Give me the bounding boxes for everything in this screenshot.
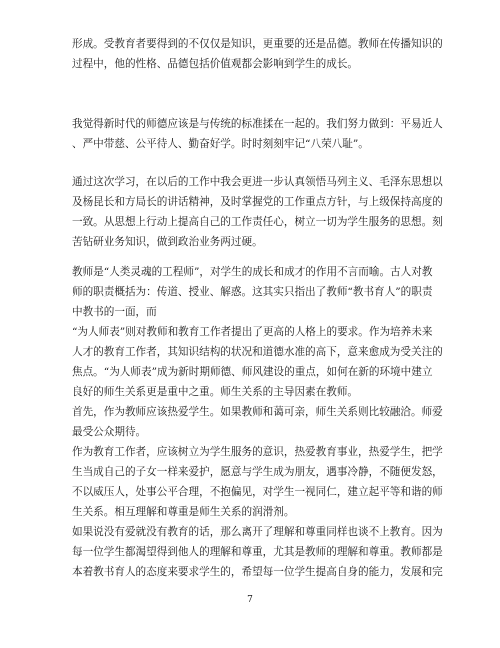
text-line: 最受公众期待。 xyxy=(72,426,147,438)
text-line: 不以威压人，处事公平合理，不抱偏见，对学生一视同仁，建立起平等和谐的师 xyxy=(72,486,443,498)
text-line: 一致。从思想上行动上提高自己的工作责任心，树立一切为学生服务的思想。刻 xyxy=(72,216,443,228)
text-line: 本着教书育人的态度来要求学生的，希望每一位学生提高自身的能力，发展和完 xyxy=(72,566,443,578)
text-line: 我觉得新时代的师德应该是与传统的标准揉在一起的。我们努力做到：平易近人 xyxy=(72,118,443,130)
page-number: 7 xyxy=(247,595,253,605)
text-line: 人才的教育工作者，其知识结构的状况和道德水准的高下，意来愈成为受关注的 xyxy=(72,346,443,358)
paragraph-2 xyxy=(72,114,443,154)
text-line: 过程中，他的性格、品德包括价值观都会影响到学生的成长。 xyxy=(72,58,359,70)
text-line: 中教书的一面，而 xyxy=(72,306,157,318)
paragraph-1 xyxy=(72,34,443,74)
paragraph-3 xyxy=(72,172,443,252)
text-line: 良好的师生关系更是重中之重。师生关系的主导因素在教师。 xyxy=(72,386,359,398)
text-line: 如果说没有爱就没有教育的话，那么离开了理解和尊重同样也谈不上教育。因为 xyxy=(72,526,443,538)
text-line: 作为教育工作者，应该树立为学生服务的意识，热爱教育事业，热爱学生，把学 xyxy=(72,446,443,458)
text-line: 焦点。“为人师表”成为新时期师德、师风建设的重点，如何在新的环境中建立 xyxy=(72,366,433,378)
text-line: 生当成自己的子女一样来爱护，愿意与学生成为朋友，遇事冷静，不随便发怒， xyxy=(72,466,443,478)
text-line: 苦钻研业务知识，做到政治业务两过硬。 xyxy=(72,236,263,248)
text-line: 形成。受教育者要得到的不仅仅是知识，更重要的还是品德。教师在传播知识的 xyxy=(72,38,443,50)
text-line: 首先，作为教师应该热爱学生。如果教师和蔼可亲，师生关系则比较融洽。师爱 xyxy=(72,406,443,418)
text-line: 师的职责概括为：传道、授业、解惑。这其实只指出了教师“教书育人”的职责 xyxy=(72,286,433,298)
text-line: 每一位学生都渴望得到他人的理解和尊重，尤其是教师的理解和尊重。教师都是 xyxy=(72,546,443,558)
paragraph-4 xyxy=(72,262,443,582)
text-line: 生关系。相互理解和尊重是师生关系的润滑剂。 xyxy=(72,506,295,518)
text-line: 、严中带慈、公平待人、勤奋好学。时时刻刻牢记“八荣八耻”。 xyxy=(72,138,369,150)
text-line: 教师是“人类灵魂的工程师”，对学生的成长和成才的作用不言而喻。古人对教 xyxy=(72,266,433,278)
text-line: 及杨昆长和方局长的讲话精神，及时掌握党的工作重点方针，与上级保持高度的 xyxy=(72,196,443,208)
text-line: 通过这次学习，在以后的工作中我会更进一步认真领悟马列主义、毛泽东思想以 xyxy=(72,176,443,188)
text-line: “为人师表”则对教师和教育工作者提出了更高的人格上的要求。作为培养未来 xyxy=(72,326,433,338)
